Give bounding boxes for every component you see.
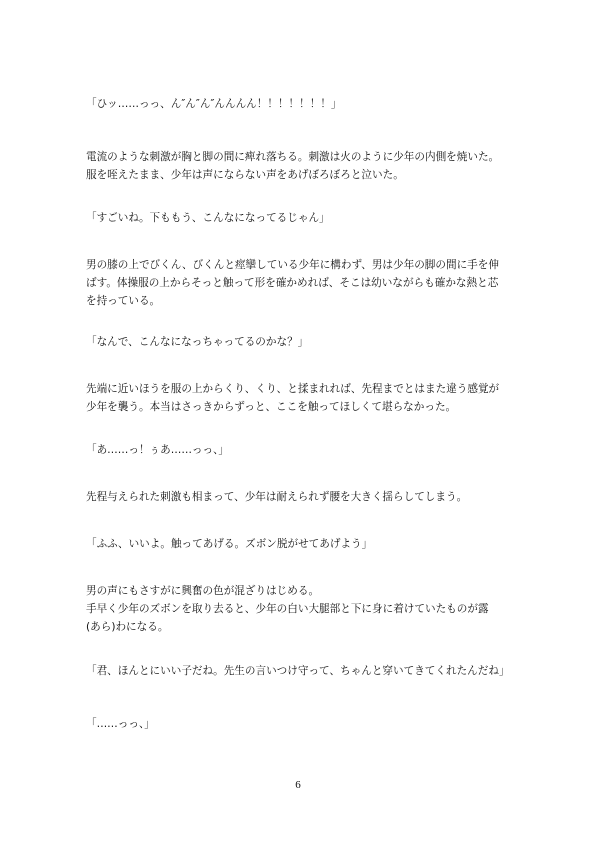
text-line: 服を咥えたまま、少年は声にならない声をあげぼろぼろと泣いた。: [86, 169, 404, 181]
text-line: (あら)わになる。: [86, 621, 169, 633]
paragraph-8: [86, 488, 518, 506]
text-line: 「……っっ、」: [86, 718, 155, 730]
text-line: 「なんで、こんなになっちゃってるのかな？」: [86, 336, 309, 348]
text-line: 手早く少年のズボンを取り去ると、少年の白い大腿部と下に身に着けていたものが露: [86, 603, 489, 615]
paragraph-3: [86, 209, 518, 227]
text-line: 「ふふ、いいよ。触ってあげる。ズボン脱がせてあげよう」: [86, 538, 373, 550]
paragraph-1: [86, 95, 518, 113]
text-line: 「君、ほんとにいい子だね。先生の言いつけ守って、ちゃんと穿いてきてくれたんだね」: [86, 665, 510, 677]
text-line: 男の声にもさすがに興奮の色が混ざりはじめる。: [86, 585, 320, 597]
paragraph-4: [86, 256, 518, 310]
text-line: 少年を襲う。本当はさっきからずっと、ここを触ってほしくて堪らなかった。: [86, 401, 457, 413]
text-line: ばす。体操服の上からそっと触って形を確かめれば、そこは幼いながらも確かな熱と芯: [86, 277, 499, 289]
text-line: 電流のような刺激が胸と脚の間に痺れ落ちる。刺激は火のように少年の内側を焼いた。: [86, 151, 500, 163]
paragraph-12: [86, 715, 518, 733]
paragraph-2: [86, 148, 518, 184]
paragraph-5: [86, 333, 518, 351]
paragraph-6: [86, 380, 518, 416]
text-line: 男の膝の上でびくん、びくんと痙攣している少年に構わず、男は少年の脚の間に手を伸: [86, 259, 499, 271]
text-line: 先程与えられた刺激も相まって、少年は耐えられず腰を大きく揺らしてしまう。: [86, 491, 468, 503]
paragraph-9: [86, 535, 518, 553]
text-line: 「あ……っ！ぅあ……っっ、」: [86, 444, 230, 456]
text-line: を持っている。: [86, 295, 161, 307]
paragraph-10: [86, 582, 518, 636]
paragraph-7: [86, 441, 518, 459]
text-line: 先端に近いほうを服の上からくり、くり、と揉まれれば、先程までとはまた違う感覚が: [86, 383, 500, 395]
page-number: 6: [295, 779, 301, 791]
text-line: 「ひッ……っっ、ん″ん″ん″んんんん！！！！！！！」: [86, 98, 342, 110]
text-line: 「すごいね。下ももう、こんなになってるじゃん」: [86, 212, 330, 224]
paragraph-11: [86, 662, 518, 680]
